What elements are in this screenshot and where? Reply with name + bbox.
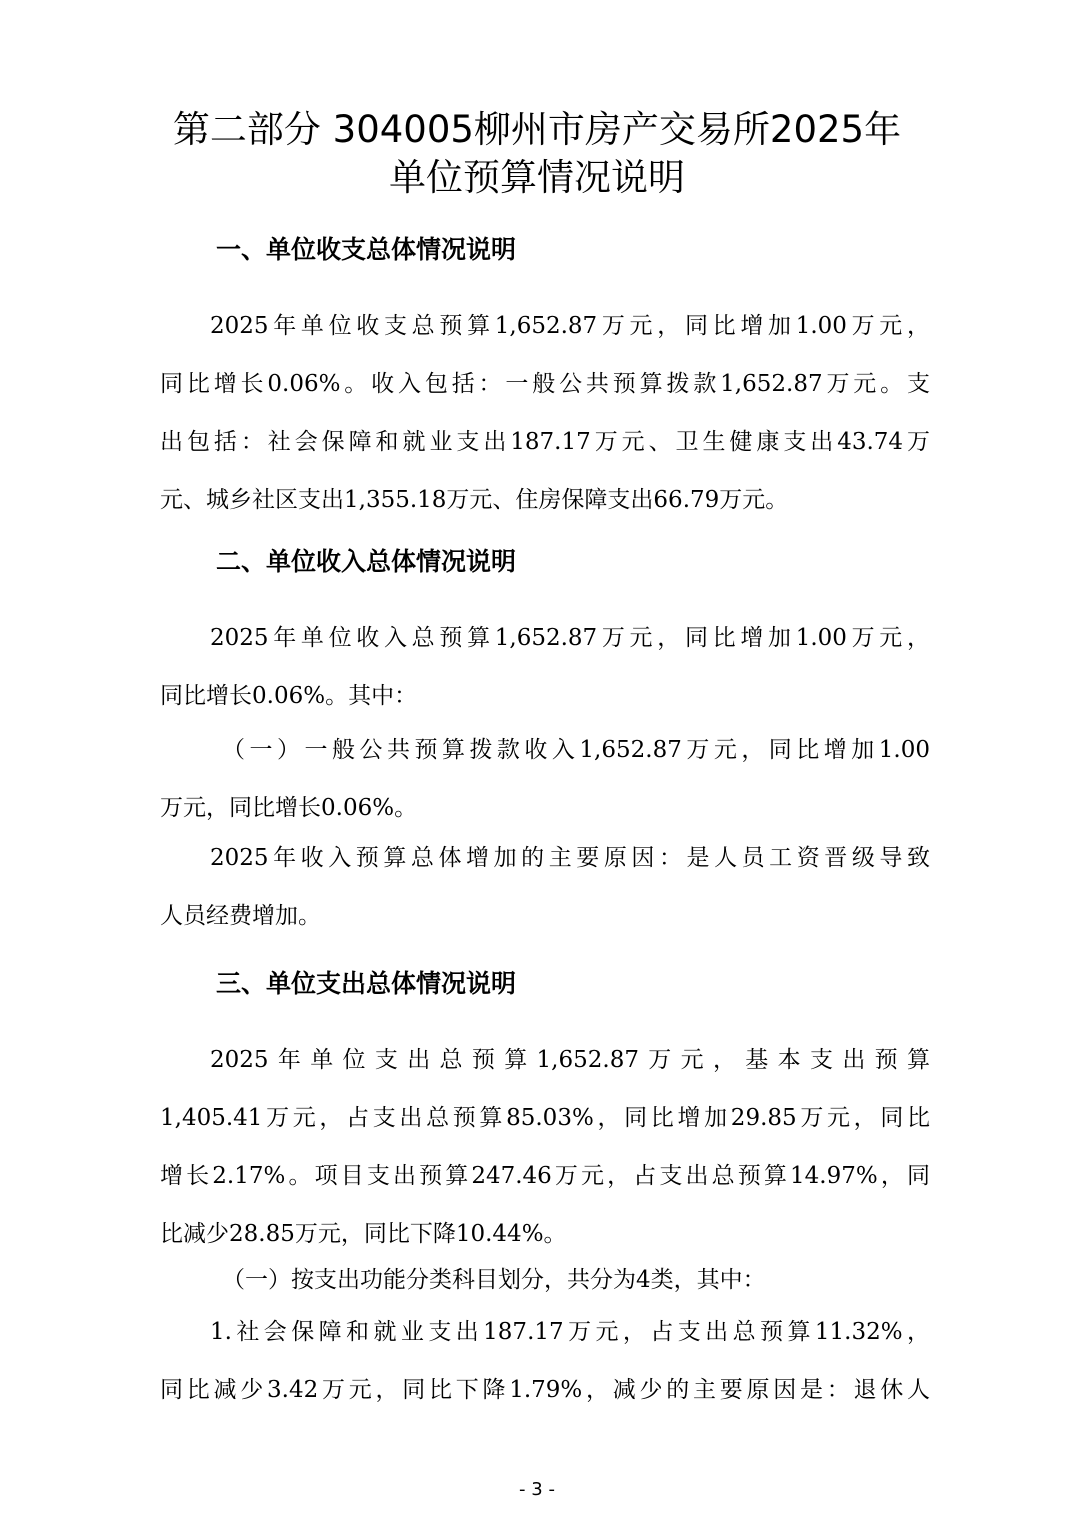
- text-line: 万元，同比增长0.06%。: [160, 795, 418, 821]
- section-3-paragraph-1: [160, 1031, 930, 1263]
- text-line: 出包括：社会保障和就业支出187.17万元、卫生健康支出43.74万: [160, 429, 930, 455]
- text-line: 同比增长0.06%。其中：: [160, 683, 418, 709]
- section-2-paragraph-3: [160, 829, 930, 945]
- section-heading-2: 二、单位收入总体情况说明: [216, 547, 517, 576]
- document-title: [100, 106, 974, 202]
- text-line: 2025年单位支出总预算1,652.87万元，基本支出预算: [210, 1047, 930, 1073]
- text-line: 2025年单位收支总预算1,652.87万元，同比增加1.00万元，: [210, 313, 930, 339]
- text-line: 元、城乡社区支出1,355.18万元、住房保障支出66.79万元。: [160, 487, 789, 513]
- page-number: - 3 -: [519, 1479, 555, 1500]
- text-line: 人员经费增加。: [160, 903, 321, 929]
- section-heading-3: 三、单位支出总体情况说明: [216, 969, 517, 998]
- section-3-paragraph-2: [160, 1251, 930, 1309]
- text-line: 2025年单位收入总预算1,652.87万元，同比增加1.00万元，: [210, 625, 930, 651]
- text-line: （一）一般公共预算拨款收入1,652.87万元，同比增加1.00: [222, 737, 930, 763]
- text-line: 2025年收入预算总体增加的主要原因：是人员工资晋级导致: [210, 845, 930, 871]
- title-line-2: 单位预算情况说明: [389, 156, 685, 199]
- text-line: 1,405.41万元，占支出总预算85.03%，同比增加29.85万元，同比: [160, 1105, 930, 1131]
- section-heading-1: 一、单位收支总体情况说明: [216, 235, 517, 264]
- section-2-paragraph-2: [160, 721, 930, 837]
- text-line: 1.社会保障和就业支出187.17万元，占支出总预算11.32%，: [210, 1319, 930, 1345]
- text-line: 同比增长0.06%。收入包括：一般公共预算拨款1,652.87万元。支: [160, 371, 930, 397]
- text-line: 增长2.17%。项目支出预算247.46万元，占支出总预算14.97%，同: [160, 1163, 930, 1189]
- text-line: （一）按支出功能分类科目划分，共分为4类，其中：: [222, 1267, 766, 1293]
- text-line: 比减少28.85万元，同比下降10.44%。: [160, 1221, 567, 1247]
- text-line: 同比减少3.42万元，同比下降1.79%，减少的主要原因是：退休人: [160, 1377, 930, 1403]
- section-1-paragraph-1: [160, 297, 930, 529]
- section-3-paragraph-3: [160, 1303, 930, 1419]
- title-line-1: 第二部分 304005柳州市房产交易所2025年: [172, 108, 902, 151]
- section-2-paragraph-1: [160, 609, 930, 725]
